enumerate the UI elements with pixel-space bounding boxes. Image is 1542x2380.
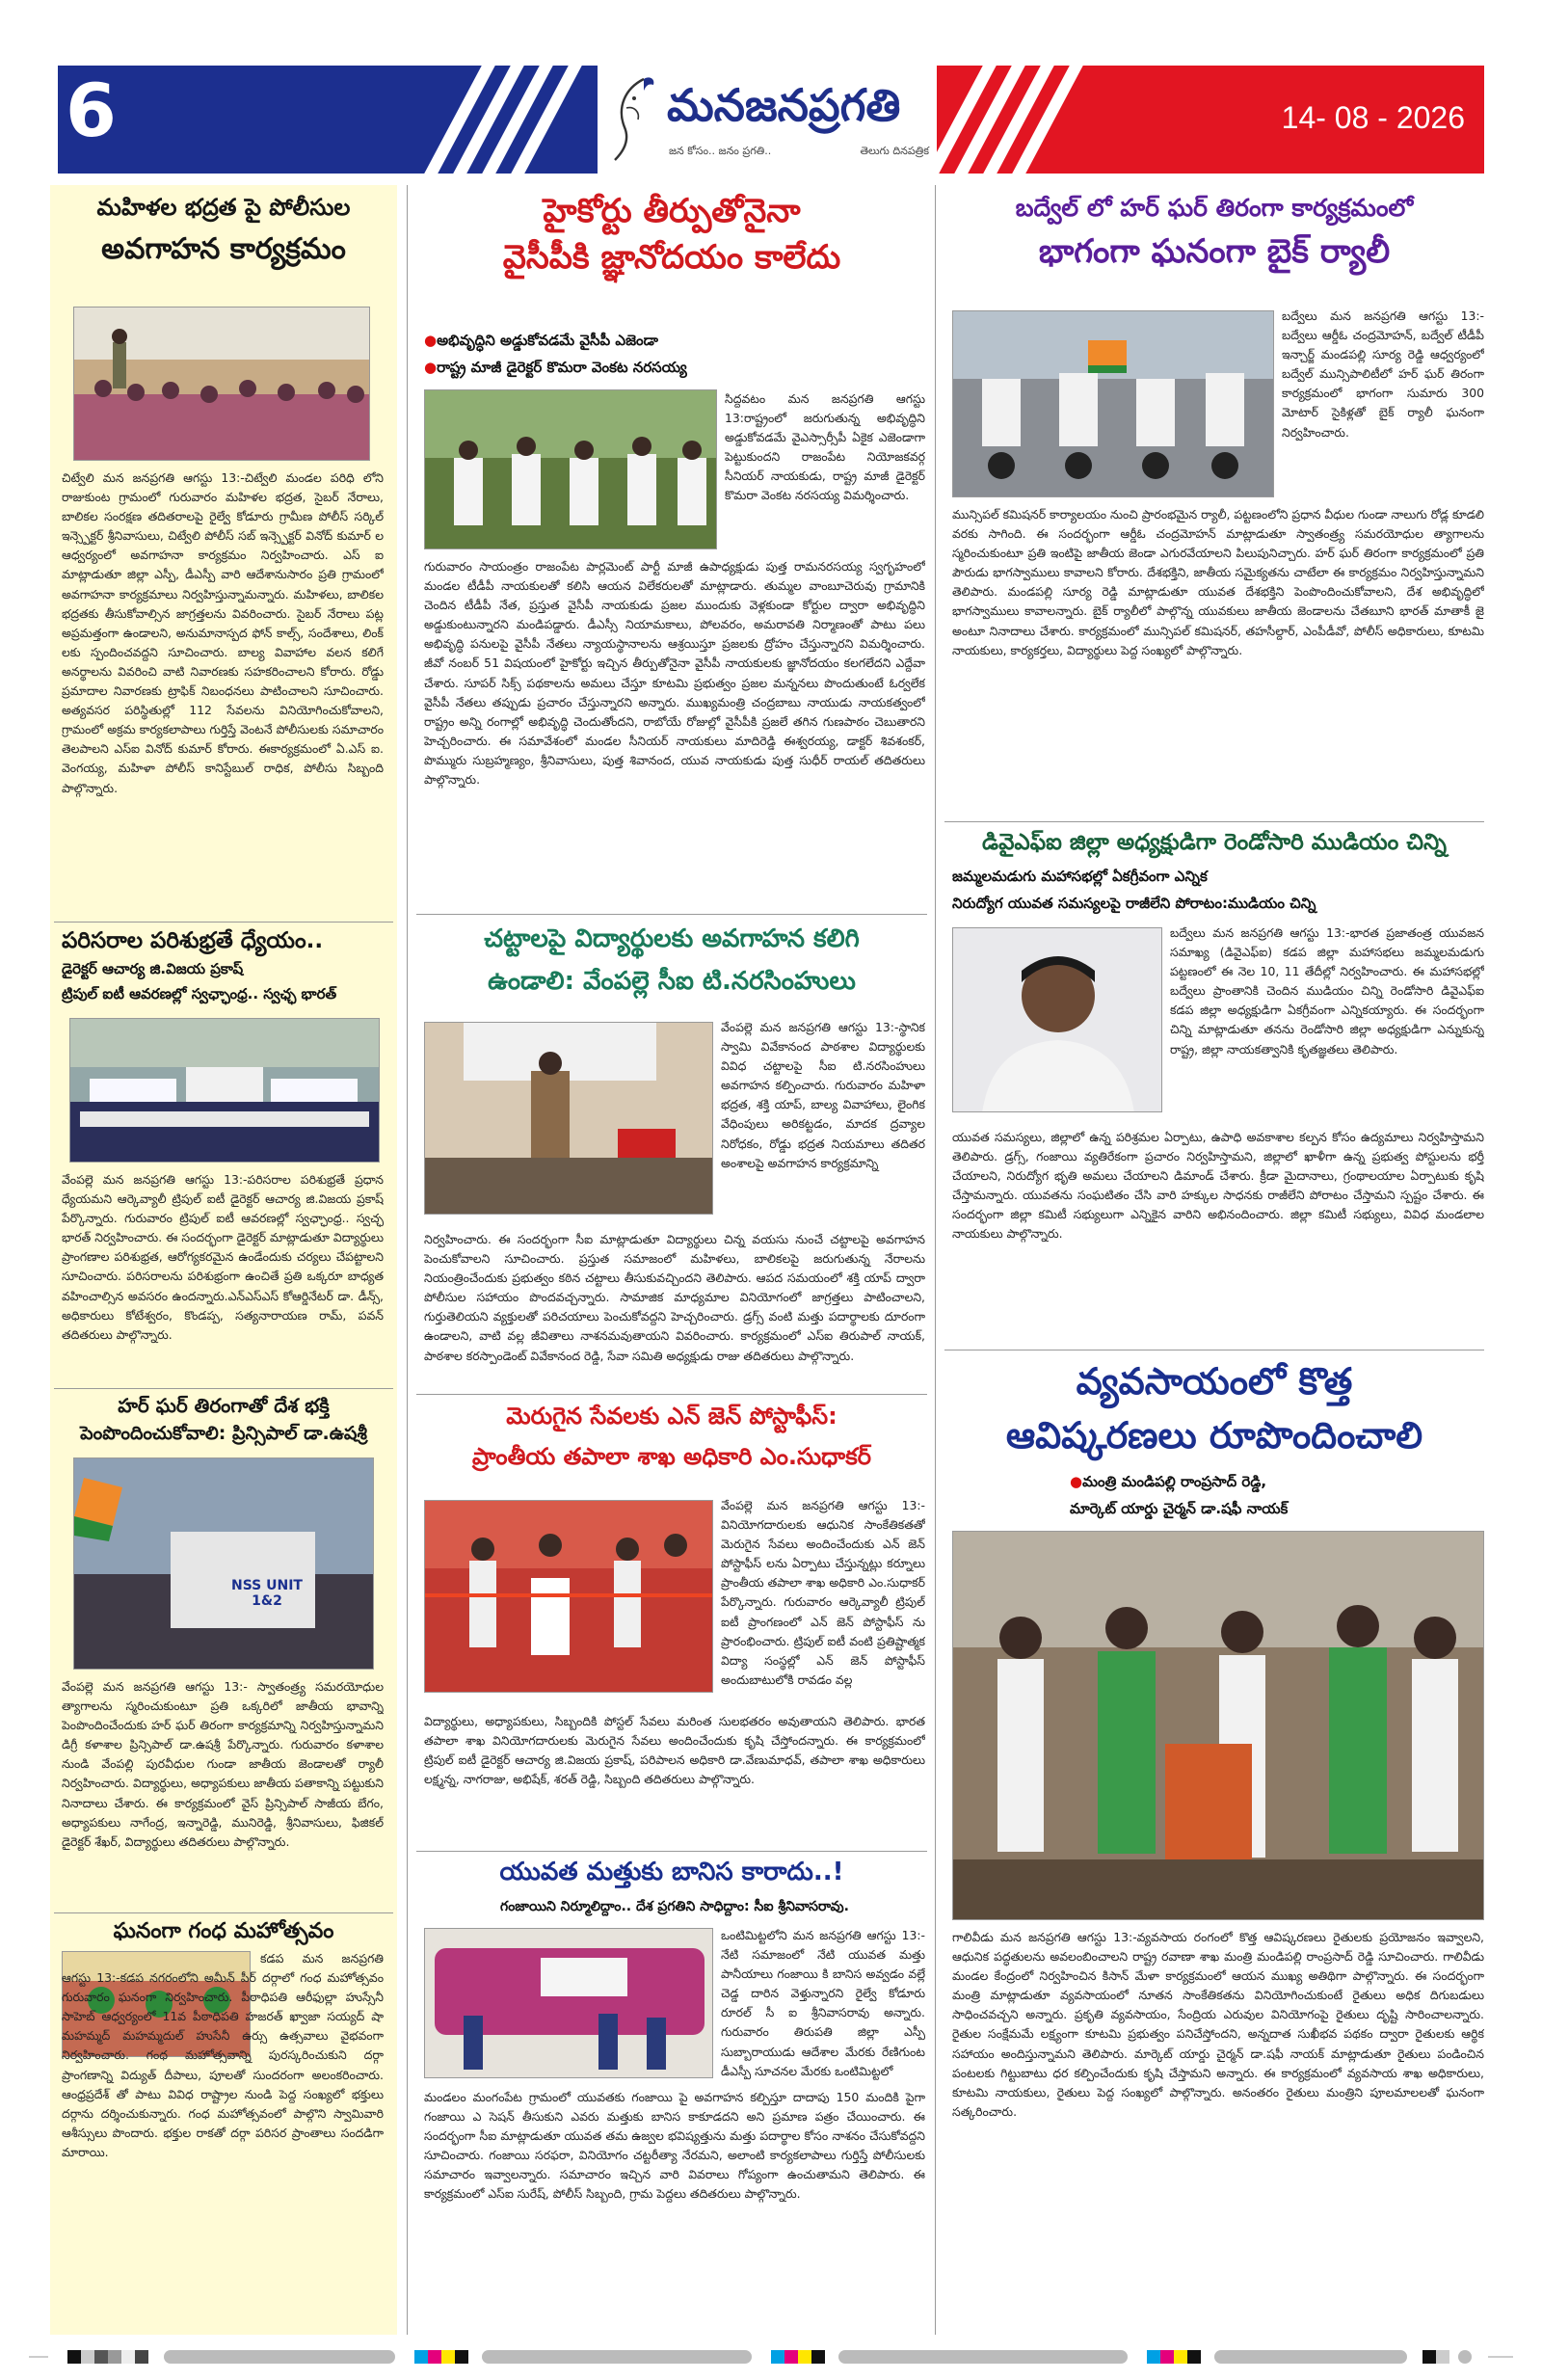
divider	[54, 1388, 393, 1389]
ganja-awareness-photo	[424, 1928, 713, 2078]
photo-illustration	[953, 311, 1274, 497]
photo-illustration	[70, 1019, 380, 1163]
bike-rally-photo	[952, 310, 1274, 497]
article-body: ఒంటిమిట్టలోని మన జనప్రగతి ఆగస్టు 13:-నేటి సమాజంలో నేటి యువత మత్తు పానీయాలు గంజాయి కి బానిస అవ్వడం వల్లే చెడ్డ దారిన వెళ్తున్నారని రైల్వే కోడూరు రూరల్ సీ ఐ శ్రీనివాసరావు అన్నారు. గురువారం తిరుపతి జిల్లా ఎస్పీ సుబ్బారాయుడు ఆదేశాల మేరకు రేణిగుంట డీఎస్పీ సూచనల మేరకు ఒంటిమిట్టలో	[721, 1928, 925, 2078]
article-body: నిర్వహించారు. ఈ సందర్భంగా సీఐ మాట్లాడుతూ విద్యార్థులు చిన్న వయసు నుంచే చట్టాలపై అవగాహన పెంచుకోవాలని సూచించారు. ప్రస్తుత సమాజంలో మహిళలు, బాలికలపై జరుగుతున్న నేరాలను నియంత్రించేందుకు ప్రభుత్వం కఠిన చట్టాలు తీసుకువచ్చిందని తెలిపారు. ఆపద సమయంలో శక్తి యాప్ ద్వారా పోలీసుల సహాయం పొందవచ్చన్నారు. సామాజిక మాధ్యమాల వినియోగంలో జాగ్రత్తలు పాటించాలని, గుర్తుతెలియని వ్యక్తులతో పరిచయాలు పెంచుకోవద్దని హెచ్చరించారు. డ్రగ్స్ వంటి మత్తు పదార్థాలకు దూరంగా ఉండాలని, వాటి వల్ల జీవితాలు నాశనమవుతాయని వివరించారు. కార్యక్రమంలో ఎస్ఐ తిరుపాల్ నాయక్, పాఠశాల కరస్పాండెంట్ వివేకానంద రెడ్డి, సేవా సమితి అధ్యక్షుడు రాజు తదితరులు పాల్గొన్నారు.	[424, 1232, 925, 1363]
banner-label: NSS UNIT 1&2	[231, 1578, 303, 1609]
headline: వైసీపీకి జ్ఞానోదయం కాలేదు	[502, 238, 841, 277]
column-rule	[935, 185, 936, 2335]
headline: ప్రాంతీయ తపాలా శాఖ అధికారి ఎం.సుధాకర్	[471, 1443, 872, 1470]
divider	[416, 914, 927, 915]
photo-illustration	[953, 928, 1162, 1112]
paper-tagline: జన కోసం.. జనం ప్రగతి..	[669, 145, 772, 157]
headline: ఉండాలి: వేంపల్లె సీఐ టి.నరసింహులు	[488, 967, 856, 996]
photo-illustration	[425, 1929, 713, 2078]
police-awareness-photo	[424, 1022, 713, 1215]
bullet-point: ● రాష్ట్ర మాజీ డైరెక్టర్ కొమరా వెంకట నరసయ్య	[424, 359, 925, 380]
article-body: గురువారం సాయంత్రం రాజంపేట పార్లమెంట్ పార్టీ మాజీ ఉపాధ్యక్షుడు పుత్త రామనరసయ్య స్వగృహంలో మండల టీడీపీ నాయకులతో కలిసి ఆయన విలేకరులతో మాట్లాడారు. తుమ్మల వాంబూచెరువు గ్రామానికి చెందిన టీడీపీ నేత, ప్రస్తుత వైసీపీ నాయకుడు ప్రజల ముందుకు వెళ్లకుండా కోర్టుల ద్వారా అభివృద్ధిని అడ్డుకుంటున్నారని మండిపడ్డారు. డీఎస్సీ నియామకాలు, పోలవరం, అమరావతి నిర్మాణంతో పాటు పలు అభివృద్ధి పనులపై వైసీపీ నేతలు న్యాయస్థానాలను ఆశ్రయిస్తూ ప్రజలకు ద్రోహం చేస్తున్నారని విమర్శించారు. జీవో నంబర్ 51 విషయంలో హైకోర్టు ఇచ్చిన తీర్పుతోనైనా వైసీపీ నాయకులకు జ్ఞానోదయం కలగలేదని ఎద్దేవా చేశారు. సూపర్ సిక్స్ పథకాలను అమలు చేస్తూ కూటమి ప్రభుత్వం ప్రజల మన్ననలు పొందుతుంటే ఓర్వలేక వైసీపీ నేతలు తప్పుడు ప్రచారం చేస్తున్నారని అన్నారు. ముఖ్యమంత్రి చంద్రబాబు నాయుడు నాయకత్వంలో రాష్ట్రం అన్ని రంగాల్లో అభివృద్ధి చెందుతోందని, రాబోయే రోజుల్లో వైసీపీకి ప్రజలే తగిన గుణపాఠం చెబుతారని హెచ్చరించారు. ఈ సమావేశంలో మండల సీనియర్ నాయకులు మాదిరెడ్డి ఈశ్వరయ్య, డాక్టర్ శివశంకర్, పొమ్మురు సుబ్రహ్మణ్యం, శ్రీనివాసులు, పుత్త శివానంద, యువ నాయకుడు పుత్త సుధీర్ రాయల్ తదితరులు పాల్గొన్నారు.	[424, 559, 925, 788]
article-body: మున్సిపల్ కమిషనర్ కార్యాలయం నుంచి ప్రారంభమైన ర్యాలీ, పట్టణంలోని ప్రధాన వీధుల గుండా నాలుగు రోడ్ల కూడలి వరకు సాగింది. ఈ సందర్భంగా ఆర్డీఓ చంద్రమోహన్ మాట్లాడుతూ స్వాతంత్ర్య సమరయోధుల త్యాగాలను స్మరించుకుంటూ ప్రతి ఇంటిపై జాతీయ జెండా ఎగురవేయాలని పిలుపునిచ్చారు. హర్ ఘర్ తిరంగా కార్యక్రమంలో ప్రతి పౌరుడు భాగస్వాములు కావాలని కోరారు. దేశభక్తిని, జాతీయ సమైక్యతను చాటేలా ఈ కార్యక్రమం నిర్వహిస్తున్నామని తెలిపారు. మండపల్లి సూర్య రెడ్డి మాట్లాడుతూ యువత దేశభక్తిని పెంపొందించుకోవాలని, దేశ అభివృద్ధిలో భాగస్వాములు కావాలన్నారు. బైక్ ర్యాలీలో పాల్గొన్న యువకులు జాతీయ జెండాలను చేతబూని భారత్ మాతాకీ జై అంటూ నినాదాలు చేశారు. కార్యక్రమంలో మున్సిపల్ కమిషనర్, తహసీల్దార్, ఎంపీడీవో, పోలీస్ అధికారులు, కూటమి నాయకులు, కార్యకర్తలు, విద్యార్థులు పెద్ద సంఖ్యలో పాల్గొన్నారు.	[952, 507, 1484, 657]
headline: డివైఎఫ్ఐ జిల్లా అధ్యక్షుడిగా రెండోసారి ముడియం చిన్ని	[982, 830, 1447, 855]
color-bars	[29, 2348, 1513, 2366]
column-rule	[407, 185, 408, 2335]
paper-name: మనజనప్రగతి	[667, 79, 901, 131]
headline: యువత మత్తుకు బానిస కారాదు..!	[499, 1858, 844, 1886]
article-body: వేంపల్లె మన జనప్రగతి ఆగస్టు 13:-పరిసరాల పరిశుభ్రతే ప్రధాన ధ్యేయమని ఆర్కెవ్యాలీ ట్రిపుల్ ఐటీ డైరెక్టర్ ఆచార్య జి.విజయ ప్రకాష్ పేర్కొన్నారు. గురువారం ట్రిపుల్ ఐటీ ఆవరణల్లో స్వఛ్ఛాంధ్ర.. స్వచ్ఛ భారత్ నిర్వహించారు. ఈ సందర్భంగా డైరెక్టర్ మాట్లాడుతూ విద్యార్థులు ప్రాంగణాల పరిశుభ్రత, ఆరోగ్యకరమైన ఉండేందుకు చర్యలు చేపట్టాలని సూచించారు. పరిసరాలను పరిశుభ్రంగా ఉంచితే ప్రతి ఒక్కరూ బాధ్యత వహించాల్సిన అవసరం ఉందన్నారు.ఎన్ఎస్ఎస్ కోఆర్డినేటర్ డా. డీన్స్, అధికారులు కోటేశ్వరం, కొండప్ప, సత్యనారాయణ రామ్, పవన్ తదితరులు పాల్గొన్నారు.	[62, 1172, 384, 1342]
headline: చట్టాలపై విద్యార్థులకు అవగాహన కలిగి	[484, 924, 860, 953]
divider	[416, 1394, 927, 1395]
article-body: బద్వేలు మన జనప్రగతి ఆగస్టు 13:- బద్వేలు ఆర్డీఓ చంద్రమోహన్, బద్వేల్ టీడీపీ ఇన్చార్జ్ మండపల్లి సూర్య రెడ్డి ఆధ్వర్యంలో బద్వేల్ మున్సిపాలిటీలో హర్ ఘర్ తిరంగా కార్యక్రమంలో భాగంగా సుమారు 300 మోటార్ సైకిళ్లతో బైక్ ర్యాలీ ఘనంగా నిర్వహించారు.	[1282, 308, 1484, 440]
headline: ఘనంగా గంధ మహోత్సవం	[113, 1919, 334, 1943]
logo-bird-icon	[605, 69, 659, 166]
subheadline: పెంపొందించుకోవాలి: ప్రిన్సిపాల్ డా.ఉషశ్రీ	[80, 1423, 367, 1444]
divider	[54, 922, 393, 923]
subheadline: మార్కెట్ యార్డు చైర్మన్ డా.షఫీ నాయక్	[1070, 1500, 1289, 1517]
paper-logo	[598, 60, 937, 175]
print-registration-strip	[29, 2348, 1513, 2366]
minister-felicitation-photo	[952, 1531, 1484, 1920]
headline: బద్వేల్ లో హర్ ఘర్ తిరంగా కార్యక్రమంలో	[1015, 194, 1414, 222]
divider	[54, 1912, 393, 1913]
divider	[416, 1851, 927, 1852]
article-body: వేంపల్లె మన జనప్రగతి ఆగస్టు 13:-వినియోగదారులకు ఆధునిక సాంకేతికతతో మెరుగైన సేవలు అందించేందుకు ఎన్ జెన్ పోస్టాఫీస్ లను ఏర్పాటు చేస్తున్నట్లు కర్నూలు ప్రాంతీయ తపాలా శాఖ అధికారి ఎం.సుధాకర్ పేర్కొన్నారు. గురువారం ఆర్కెవ్యాలీ ట్రిపుల్ ఐటీ ప్రాంగణంలో ఎన్ జెన్ పోస్టాఫీస్ ను ప్రారంభించారు. ట్రిపుల్ ఐటీ వంటి ప్రతిష్టాత్మక విద్యా సంస్థల్లో ఎన్ జెన్ పోస్టాఫీస్ అందుబాటులోకి రావడం వల్ల	[721, 1498, 925, 1687]
bullet-point: ● అభివృద్ధిని అడ్డుకోవడమే వైసీపీ ఎజెండా	[424, 332, 925, 353]
headline: భాగంగా ఘనంగా బైక్ ర్యాలీ	[1038, 232, 1391, 271]
nss-rally-photo	[73, 1457, 374, 1670]
article-body: విద్యార్థులు, అధ్యాపకులు, సిబ్బందికి పోస్టల్ సేవలు మరింత సులభతరం అవుతాయని తెలిపారు. భారత తపాలా శాఖ వినియోగదారులకు మెరుగైన సేవలు అందించేందుకు కృషి చేస్తోందన్నారు. ఈ కార్యక్రమంలో ట్రిపుల్ ఐటీ డైరెక్టర్ ఆచార్య జి.విజయ ప్రకాష్, పరిపాలన అధికారి డా.వేణుమాధవ్, తపాలా శాఖ అధికారులు లక్ష్మన్న, నాగరాజు, అభిషేక్, శరత్ రెడ్డి, సిబ్బంది తదితరులు పాల్గొన్నారు.	[424, 1714, 925, 1787]
photo-illustration	[74, 308, 370, 461]
subheadline: ట్రిపుల్ ఐటీ ఆవరణల్లో స్వఛ్ఛాంధ్ర.. స్వఛ్ఛ భారత్	[62, 985, 337, 1003]
headline: మెరుగైన సేవలకు ఎన్ జెన్ పోస్టాఫీస్:	[506, 1403, 837, 1430]
masthead	[0, 0, 1542, 183]
headline: హైకోర్టు తీర్పుతోనైనా	[543, 192, 801, 230]
headline: హర్ ఘర్ తిరంగాతో దేశ భక్తి	[118, 1394, 330, 1417]
issue-date: 14- 08 - 2026	[1281, 100, 1465, 135]
photo-illustration	[425, 1023, 713, 1215]
article-body: కడప మన జనప్రగతి ఆగస్టు 13:-కడప నగరంలోని అమీన్ పీర్ దర్గాలో గంధ మహోత్సవం గురువారం ఘనంగా నిర్వహించారు. పీఠాధిపతి ఆరీఫుల్లా హుస్సేనీ సాహెబ్ ఆధ్వర్యంలో 11వ పీఠాధిపతి హజరత్ ఖ్వాజా సయ్యద్ షా మహమ్మద్ మహమ్మదుల్ హుసేనీ ఉర్సు ఉత్సవాలు వైభవంగా నిర్వహించారు. గంధ మహోత్సవాన్ని పురస్కరించుకుని దర్గా ప్రాంగణాన్ని విద్యుత్ దీపాలు, పూలతో సుందరంగా అలంకరించారు. ఆంధ్రప్రదేశ్ తో పాటు వివిధ రాష్ట్రాల నుండి పెద్ద సంఖ్యలో భక్తులు దర్గాను దర్శించుకున్నారు. గంధ మహోత్సవంలో పాల్గొని స్వామివారి ఆశీస్సులు పొందారు. భక్తుల రాకతో దర్గా పరిసర ప్రాంతాలు సందడిగా మారాయి.	[62, 1951, 384, 2159]
article-body: వేంపల్లె మన జనప్రగతి ఆగస్టు 13:-స్థానిక స్వామి వివేకానంద పాఠశాల విద్యార్థులకు వివిధ చట్టాలపై సీఐ టి.నరసింహులు అవగాహన కల్పించారు. గురువారం మహిళా భద్రత, శక్తి యాప్, బాల్య వివాహాలు, లైంగిక వేధింపులు అరికట్టడం, మాదక ద్రవ్యాల నిరోధకం, రోడ్డు భద్రత నియమాలు తదితర అంశాలపై అవగాహన కార్యక్రమాన్ని	[721, 1020, 925, 1170]
article-body: మండలం మంగంపేట గ్రామంలో యువతకు గంజాయి పై అవగాహన కల్పిస్తూ దాదాపు 150 మందికి పైగా గంజాయి ఎ సెషన్ తీసుకుని ఎవరు మత్తుకు బానిస కాకూడదని అని ప్రమాణ పత్రం చేయించారు. ఈ సందర్భంగా సీఐ మాట్లాడుతూ యువత తమ ఉజ్వల భవిష్యత్తును మత్తు పదార్థాల కోసం నాశనం చేసుకోవద్దని సూచించారు. గంజాయి సరఫరా, వినియోగం చట్టరీత్యా నేరమని, అలాంటి కార్యకలాపాలు గుర్తిస్తే పోలీసులకు సమాచారం ఇవ్వాలన్నారు. సమాచారం ఇచ్చిన వారి వివరాలు గోప్యంగా ఉంచుతామని తెలిపారు. ఈ కార్యక్రమంలో ఎస్ఐ సురేష్, పోలీస్ సిబ్బంది, గ్రామ పెద్దలు తదితరులు పాల్గొన్నారు.	[424, 2090, 925, 2202]
article-body: సిద్దవటం మన జనప్రగతి ఆగస్టు 13:రాష్ట్రంలో జరుగుతున్న అభివృద్ధిని అడ్డుకోవడమే వైఎస్సార్సీపీ ఏకైక ఎజెండాగా పెట్టుకుందని రాజంపేట నియోజకవర్గ సీనియర్ నాయకుడు, రాష్ట్ర మాజీ డైరెక్టర్ కొమరా వెంకట నరసయ్య విమర్శించారు.	[725, 391, 925, 503]
portrait-photo	[952, 927, 1162, 1112]
subheadline: డైరెక్టర్ ఆచార్య జి.విజయ ప్రకాష్	[62, 960, 244, 977]
headline: మహిళల భద్రత పై పోలీసుల	[96, 194, 351, 221]
headline: అవగాహన కార్యక్రమం	[101, 232, 346, 266]
subheadline: నిరుద్యోగ యువత సమస్యలపై రాజీలేని పోరాటం:ముడియం చిన్ని	[952, 895, 1316, 912]
press-meet-photo	[424, 389, 717, 549]
article-body: చిట్వేలి మన జనప్రగతి ఆగస్టు 13:-చిట్వేలి మండల పరిధి లోని రాజుకుంట గ్రామంలో గురువారం మహిళల భద్రత, సైబర్ నేరాలు, బాలికల సంరక్షణ తదితరాలపై రైల్వే కోడూరు గ్రామీణ పోలీస్ సర్కిల్ ఇన్స్పెక్టర్ శ్రీనివాసులు, చిట్వేలి పోలీస్ సబ్ ఇన్స్పెక్టర్ వినోద్ కుమార్ ల ఆధ్వర్యంలో అవగాహనా కార్యక్రమం నిర్వహించారు. ఎస్ ఐ మాట్లాడుతూ జిల్లా ఎస్పీ, డీఎస్పీ వారి ఆదేశానుసారం ప్రతి గ్రామంలో అవగాహనా కార్యక్రమాలు నిర్వహిస్తున్నామన్నారు. మహిళలు, బాలికల భద్రతకు తీసుకోవాల్సిన జాగ్రత్తలను వివరించారు. సైబర్ నేరాలు పట్ల అప్రమత్తంగా ఉండాలని, అనుమానాస్పద ఫోన్ కాల్స్, సందేశాలు, లింక్ లకు స్పందించవద్దని సూచించారు. బాల్య వివాహాల వలన కలిగే అనర్థాలను వివరించి వాటి నివారణకు సహకరించాలని కోరారు. రోడ్డు ప్రమాదాల నివారణకు ట్రాఫిక్ నిబంధనలు పాటించాలని సూచించారు. అత్యవసర పరిస్థితుల్లో 112 సేవలను వినియోగించుకోవాలని, గ్రామంలో అక్రమ కార్యకలాపాలు గుర్తిస్తే వెంటనే పోలీసులకు సమాచారం తెలపాలని ఎస్ఐ వినోద్ కుమార్ కోరారు. ఈకార్యక్రమంలో ఏ.ఎస్ ఐ. వెంగయ్య, మహిళా పోలీస్ కానిస్టేబుల్ రాధిక, పోలీసు సిబ్బంది పాల్గొన్నారు.	[62, 470, 384, 795]
article-body: బద్వేలు మన జనప్రగతి ఆగస్టు 13:-భారత ప్రజాతంత్ర యువజన సమాఖ్య (డివైఎఫ్ఐ) కడప జిల్లా మహాసభలు జమ్మలమడుగు పట్టణంలో ఈ నెల 10, 11 తేదీల్లో నిర్వహించారు. ఈ మహాసభల్లో బద్వేలు ప్రాంతానికి చెందిన ముడియం చిన్ని రెండోసారి డివైఎఫ్ఐ కడప జిల్లా అధ్యక్షుడిగా ఏకగ్రీవంగా ఎన్నికయ్యారు. ఈ సందర్భంగా చిన్ని మాట్లాడుతూ తనను రెండోసారి జిల్లా అధ్యక్షుడిగా ఎన్నుకున్న రాష్ట్ర, జిల్లా నాయకత్వానికి కృతజ్ఞతలు తెలిపారు.	[1170, 925, 1484, 1056]
police-meeting-photo	[73, 307, 370, 461]
post-office-inauguration-photo	[424, 1500, 713, 1693]
article-body: యువత సమస్యలు, జిల్లాలో ఉన్న పరిశ్రమల ఏర్పాటు, ఉపాధి అవకాశాల కల్పన కోసం ఉద్యమాలు నిర్వహిస్తామని తెలిపారు. డ్రగ్స్, గంజాయి వ్యతిరేకంగా ప్రచారం నిర్వహిస్తామని, జిల్లాలో ఖాళీగా ఉన్న ప్రభుత్వ పోస్టులను భర్తీ చేయాలని, నిరుద్యోగ భృతి అమలు చేయాలని డిమాండ్ చేశారు. క్రీడా మైదానాలు, గ్రంథాలయాల ఏర్పాటుకు కృషి చేస్తామన్నారు. యువతను సంఘటితం చేసి వారి హక్కుల సాధనకు రాజీలేని పోరాటం చేస్తామని స్పష్టం చేశారు. ఈ సందర్భంగా జిల్లా కమిటీ సభ్యులుగా ఎన్నికైన వారిని అభినందించారు. జిల్లా కమిటీ సభ్యులు, వివిధ మండలాల నాయకులు పాల్గొన్నారు.	[952, 1130, 1484, 1242]
divider	[944, 821, 1484, 822]
swachh-bharat-photo	[69, 1018, 380, 1163]
headline: వ్యవసాయంలో కొత్త	[1076, 1360, 1353, 1403]
page-number: 6	[66, 67, 117, 153]
paper-subtitle: తెలుగు దినపత్రిక	[860, 145, 929, 157]
photo-illustration	[425, 390, 717, 549]
article-body: వేంపల్లె మన జనప్రగతి ఆగస్టు 13:- స్వాతంత్ర్య సమరయోధుల త్యాగాలను స్మరించుకుంటూ ప్రతి ఒక్కరిలో జాతీయ భావాన్ని పెంపొందించేందుకు హర్ ఘర్ తిరంగా కార్యక్రమాన్ని నిర్వహిస్తున్నామని డిగ్రీ కళాశాల ప్రిన్సిపాల్ డా.ఉషశ్రీ పేర్కొన్నారు. గురువారం కళాశాల నుండి వేంపల్లి పురవీధుల గుండా జాతీయ జెండాలతో ర్యాలీ నిర్వహించారు. విద్యార్థులు, అధ్యాపకులు జాతీయ పతాకాన్ని పట్టుకుని నినాదాలు చేశారు. ఈ కార్యక్రమంలో వైస్ ప్రిన్సిపాల్ సాజీయ బేగం, అధ్యాపకులు నాగేంద్ర, ఇన్నారెడ్డి, మునిరెడ్డి, శ్రీనివాసులు, ఫిజికల్ డైరెక్టర్ శేఖర్, విద్యార్థులు తదితరులు పాల్గొన్నారు.	[62, 1679, 384, 1849]
subheadline: జమ్మలమడుగు మహాసభల్లో ఏకగ్రీవంగా ఎన్నిక	[952, 868, 1208, 885]
photo-illustration	[953, 1532, 1484, 1920]
photo-illustration	[425, 1501, 713, 1693]
bullet-point: ● మంత్రి మండిపల్లి రాంప్రసాద్ రెడ్డి,	[1070, 1473, 1475, 1494]
article-body: గాలివీడు మన జనప్రగతి ఆగస్టు 13:-వ్యవసాయ రంగంలో కొత్త ఆవిష్కరణలు రైతులకు ప్రయోజనం ఇవ్వాలని, ఆధునిక పద్ధతులను అవలంబించాలని రాష్ట్ర రవాణా శాఖ మంత్రి మండిపల్లి రాంప్రసాద్ రెడ్డి సూచించారు. గాలివీడు మండల కేంద్రంలో నిర్వహించిన కిసాన్ మేళా కార్యక్రమంలో ఆయన ముఖ్య అతిథిగా పాల్గొన్నారు. ఈ సందర్భంగా మంత్రి మాట్లాడుతూ వ్యవసాయంలో నూతన సాంకేతికతను వినియోగించుకుంటే రైతులు అధిక దిగుబడులు సాధించవచ్చని అన్నారు. ప్రకృతి వ్యవసాయం, సేంద్రియ ఎరువుల వినియోగంపై రైతులు దృష్టి సారించాలన్నారు. రైతుల సంక్షేమమే లక్ష్యంగా కూటమి ప్రభుత్వం పనిచేస్తోందని, అన్నదాత సుఖీభవ పథకం ద్వారా రైతులకు ఆర్థిక సహాయం అందిస్తున్నామని తెలిపారు. మార్కెట్ యార్డు చైర్మన్ డా.షఫీ నాయక్ మాట్లాడుతూ రైతులు పండించిన పంటలకు గిట్టుబాటు ధర కల్పించేందుకు కృషి చేస్తామని అన్నారు. ఈ కార్యక్రమంలో వ్యవసాయ శాఖ అధికారులు, కూటమి నాయకులు, రైతులు పెద్ద సంఖ్యలో పాల్గొన్నారు. అనంతరం రైతులు మంత్రిని పూలమాలలతో ఘనంగా సత్కరించారు.	[952, 1930, 1484, 2119]
subheadline: గంజాయిని నిర్మూలిద్దాం.. దేశ ప్రగతిని సాధిద్దాం: సీఐ శ్రీనివాసరావు.	[500, 1899, 849, 1914]
headline: పరిసరాల పరిశుభ్రతే ధ్యేయం..	[62, 928, 324, 953]
headline: ఆవిష్కరణలు రూపొందించాలి	[1005, 1414, 1423, 1457]
photo-illustration	[74, 1458, 374, 1670]
